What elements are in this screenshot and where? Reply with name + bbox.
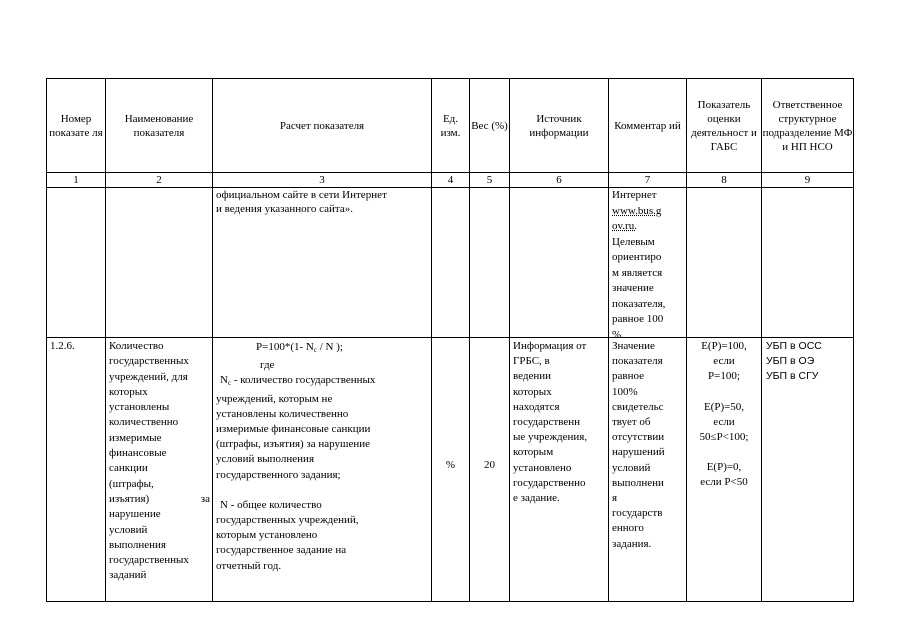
row1-comment-line: %. bbox=[612, 328, 624, 341]
definition-n bbox=[216, 498, 430, 513]
def-text: - общее количество bbox=[227, 498, 322, 511]
responsible-line: УБП в ОСС bbox=[766, 340, 822, 352]
table-border-bottom bbox=[46, 601, 854, 602]
source-line: ГРБС, в bbox=[513, 355, 550, 368]
row2-name-line: которых bbox=[109, 385, 148, 398]
evaluation-line: E(P)=50, bbox=[703, 400, 745, 413]
row2-name-line: государственных bbox=[109, 554, 189, 567]
comment-line: 100% bbox=[612, 385, 638, 398]
row2-indicator-name bbox=[109, 339, 210, 584]
comment-line: свидетельс bbox=[612, 400, 664, 413]
header-weight: Вес (%) bbox=[471, 119, 508, 132]
comment-line: нарушений bbox=[612, 446, 665, 459]
row2-name-line: финансовые bbox=[109, 447, 167, 460]
def-symbol: N bbox=[220, 374, 228, 387]
source-line: которым bbox=[513, 446, 554, 459]
row2-name-justified bbox=[109, 492, 210, 507]
row2-name-line: нарушение bbox=[109, 508, 161, 521]
header-name: Наименование показателя bbox=[124, 112, 194, 139]
evaluation-line: если bbox=[713, 355, 735, 368]
responsible-line: УБП в ОЭ bbox=[766, 355, 815, 368]
def1-line: государственного задания; bbox=[216, 468, 341, 481]
row2-name-line: заданий bbox=[109, 569, 147, 582]
row1-comment-line: значение bbox=[612, 282, 654, 294]
evaluation-line bbox=[687, 385, 761, 400]
formula-subscript: с bbox=[313, 346, 317, 354]
row1-comment-line: ориентиро bbox=[612, 251, 662, 263]
table-rule-header bbox=[46, 172, 854, 173]
row2-name-line: условий bbox=[109, 523, 148, 536]
responsible-line: УБП в СГУ bbox=[766, 370, 819, 383]
row1-comment-line: м является bbox=[612, 266, 663, 279]
header-evaluation: Показатель оценки деятельност и ГАБС bbox=[691, 98, 757, 153]
row2-weight: 20 bbox=[484, 459, 495, 471]
row2-name-line: количественно bbox=[109, 416, 179, 429]
row1-comment-line: равное 100 bbox=[612, 313, 664, 325]
row2-comment bbox=[612, 339, 685, 552]
comment-line: государств bbox=[612, 507, 663, 520]
comment-line: условий bbox=[612, 461, 651, 474]
comment-line: Значение bbox=[612, 340, 655, 352]
row2-calculation bbox=[216, 340, 430, 574]
header-responsible: Ответственное структурное подразделение МФ и НП НСО bbox=[762, 98, 853, 153]
def-subscript: с bbox=[227, 379, 232, 388]
table-rule-row bbox=[46, 337, 854, 338]
row1-comment-line: Интернет bbox=[612, 189, 657, 201]
indicator-table bbox=[46, 78, 854, 602]
table-rule-numbers bbox=[46, 187, 854, 188]
col-number-3: 3 bbox=[319, 174, 325, 186]
def1-line: учреждений, которым не bbox=[216, 392, 333, 405]
def1-line: измеримые финансовые санкции bbox=[216, 423, 371, 436]
def1-line: (штрафы, изъятия) за нарушение bbox=[216, 438, 371, 451]
source-line: ые учреждения, bbox=[513, 431, 588, 444]
col-number-2: 2 bbox=[156, 174, 162, 186]
row2-name-line: измеримые bbox=[109, 431, 162, 444]
definition-nc bbox=[216, 373, 430, 391]
formula-text: P=100*(1- N bbox=[256, 341, 314, 353]
row2-name-line: установлены bbox=[109, 401, 170, 414]
header-source: Источник информации bbox=[529, 112, 589, 139]
evaluation-line: E(P)=0, bbox=[706, 461, 742, 474]
row2-name-line: санкции bbox=[109, 462, 148, 475]
row1-calculation bbox=[216, 188, 430, 216]
row2-name-line: (штрафы, bbox=[109, 477, 154, 490]
def2-line: которым установлено bbox=[216, 529, 318, 542]
col-number-5: 5 bbox=[486, 174, 493, 186]
def-text: - количество государственных bbox=[231, 374, 376, 387]
comment-line: равное bbox=[612, 370, 644, 383]
header-unit: Ед. изм. bbox=[440, 112, 461, 139]
formula-text: ); bbox=[333, 341, 343, 353]
col-number-6: 6 bbox=[556, 174, 562, 186]
col-number-9: 9 bbox=[804, 174, 811, 186]
def1-line: установлены количественно bbox=[216, 407, 349, 420]
evaluation-line: E(P)=100, bbox=[701, 340, 747, 352]
comment-line: задания. bbox=[612, 537, 652, 550]
def-symbol: N bbox=[220, 498, 228, 511]
row2-name-line: государственных bbox=[109, 355, 189, 368]
source-line: ведении bbox=[513, 370, 552, 383]
row2-evaluation bbox=[687, 339, 761, 491]
col-line-9 bbox=[853, 78, 854, 602]
header-calculation: Расчет показателя bbox=[279, 119, 365, 132]
row1-calc-line: и ведения указанного сайта». bbox=[216, 203, 353, 215]
comment-line: показателя bbox=[612, 355, 663, 368]
website-link[interactable]: www.bus.g bbox=[612, 204, 662, 217]
source-line: Информация от bbox=[513, 340, 587, 352]
comment-line: выполнени bbox=[612, 476, 664, 489]
col-number-4: 4 bbox=[447, 174, 454, 186]
source-line: установлено bbox=[513, 461, 572, 474]
formula-text: / N bbox=[316, 341, 334, 353]
row1-comment bbox=[612, 188, 685, 343]
col-number-1: 1 bbox=[73, 174, 79, 186]
row1-comment-line: показателя, bbox=[612, 297, 666, 310]
row2-name-line: Количество bbox=[109, 340, 164, 352]
row1-calc-line: официальном сайте в сети Интернет bbox=[216, 189, 387, 201]
source-line: государственн bbox=[513, 416, 581, 429]
source-line: находятся bbox=[513, 400, 560, 413]
row2-name-line: учреждений, для bbox=[109, 370, 188, 383]
header-comment: Комментар ий bbox=[614, 119, 681, 132]
evaluation-line: если P<50 bbox=[700, 476, 748, 489]
website-link-cont[interactable]: ov.ru. bbox=[612, 220, 637, 232]
col-number-7: 7 bbox=[644, 174, 651, 186]
comment-line: я bbox=[612, 492, 618, 505]
def2-line: отчетный год. bbox=[216, 559, 282, 572]
row2-number: 1.2.6. bbox=[50, 340, 75, 352]
evaluation-line bbox=[687, 445, 761, 460]
evaluation-line: 50≤P<100; bbox=[699, 431, 749, 444]
evaluation-line: P=100; bbox=[708, 370, 740, 383]
row1-comment-line: Целевым bbox=[612, 235, 655, 248]
comment-line: твует об bbox=[612, 416, 651, 429]
source-line: которых bbox=[513, 385, 552, 398]
row2-responsible bbox=[766, 339, 852, 385]
source-line: государственно bbox=[513, 476, 586, 489]
evaluation-line: если bbox=[713, 415, 735, 428]
col-number-8: 8 bbox=[721, 174, 727, 186]
formula-where: где bbox=[260, 359, 275, 372]
row2-unit: % bbox=[445, 459, 456, 471]
def1-line: условий выполнения bbox=[216, 453, 315, 466]
comment-line: енного bbox=[612, 522, 644, 535]
def2-line: государственных учреждений, bbox=[216, 514, 359, 527]
comment-line: отсутствии bbox=[612, 431, 665, 444]
header-number: Номер показате ля bbox=[49, 112, 103, 139]
source-line: е задание. bbox=[513, 492, 560, 505]
def2-line: государственное задание на bbox=[216, 544, 347, 557]
row2-name-word: за bbox=[200, 492, 210, 505]
row2-source bbox=[513, 339, 608, 506]
row2-name-word: изъятия) bbox=[109, 492, 150, 505]
row2-name-line: выполнения bbox=[109, 538, 166, 551]
formula bbox=[216, 340, 430, 358]
